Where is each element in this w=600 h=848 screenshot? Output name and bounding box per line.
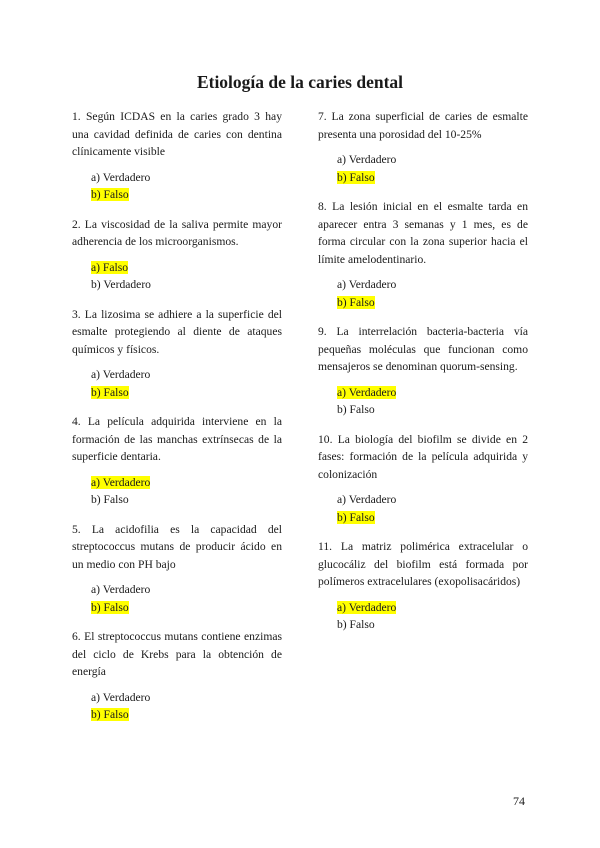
- answer-option-highlighted: b) Falso: [91, 708, 129, 721]
- answer-option-highlighted: a) Falso: [91, 260, 129, 274]
- question-block: [72, 628, 282, 724]
- answer-options: [318, 151, 528, 186]
- answer-option-text: a) Verdadero: [91, 690, 151, 704]
- answer-option: [337, 384, 528, 402]
- answer-options: [318, 384, 528, 419]
- question-text: 9. La interrelación bacteria-bacteria vía pequeñas moléculas que funcionan como mensajeros se denominan quorum-sensing.: [318, 325, 528, 373]
- answer-option-text: a) Verdadero: [91, 170, 151, 184]
- answer-option-text: b) Falso: [337, 618, 375, 631]
- answer-option: [91, 259, 282, 277]
- question-text: 4. La película adquirida interviene en la formación de las manchas extrínsecas de la superficie dentaria.: [72, 415, 282, 463]
- answer-options: [72, 474, 282, 509]
- answer-option: [337, 294, 528, 312]
- answer-option: [91, 366, 282, 384]
- answer-option: [337, 401, 528, 419]
- question-text: 3. La lizosima se adhiere a la superficie del esmalte protegiendo al diente de ataques químicos y físicos.: [72, 307, 282, 356]
- answer-options: [72, 366, 282, 401]
- answer-option: [337, 509, 528, 527]
- answer-option-text: b) Verdadero: [91, 278, 151, 291]
- answer-option-text: b) Falso: [91, 493, 129, 506]
- answer-option: [91, 689, 282, 707]
- answer-option: [91, 169, 282, 187]
- question-text: 1. Según ICDAS en la caries grado 3 hay una cavidad definida de caries con dentina clínicamente visible: [72, 110, 282, 158]
- answer-option: [91, 276, 282, 294]
- answer-option-highlighted: b) Falso: [91, 188, 129, 201]
- answer-options: [72, 169, 282, 204]
- answer-option: [91, 474, 282, 492]
- question-block: [72, 306, 282, 402]
- answer-options: [72, 689, 282, 724]
- answer-option: [337, 616, 528, 634]
- answer-option-text: a) Verdadero: [337, 493, 397, 506]
- question-text: 8. La lesión inicial en el esmalte tarda en aparecer entra 3 semanas y 1 mes, es de forma circular con la zona superior hacia el límite amelodentinario.: [318, 200, 528, 266]
- question-block: [318, 431, 528, 527]
- answer-option-highlighted: b) Falso: [91, 600, 129, 614]
- answer-option: [91, 581, 282, 599]
- answer-option-highlighted: b) Falso: [337, 170, 375, 184]
- question-block: [318, 108, 528, 186]
- question-block: [72, 413, 282, 509]
- answer-option-highlighted: b) Falso: [337, 295, 375, 309]
- answer-option-text: a) Verdadero: [337, 153, 397, 166]
- answer-options: [72, 581, 282, 616]
- answer-option: [91, 491, 282, 509]
- left-column: [72, 108, 282, 736]
- question-text: 7. La zona superficial de caries de esmalte presenta una porosidad del 10-25%: [318, 110, 528, 141]
- question-block: [72, 216, 282, 294]
- answer-option-highlighted: b) Falso: [337, 510, 375, 524]
- answer-option-text: b) Falso: [337, 403, 375, 416]
- answer-option-highlighted: a) Verdadero: [337, 385, 397, 399]
- question-block: [318, 198, 528, 311]
- answer-option: [337, 599, 528, 617]
- page-title: Etiología de la caries dental: [196, 72, 404, 92]
- answer-option: [91, 706, 282, 724]
- answer-option: [337, 151, 528, 169]
- answer-option: [91, 599, 282, 617]
- answer-options: [318, 491, 528, 526]
- page-number: 74: [513, 794, 525, 808]
- right-column: [318, 108, 528, 646]
- question-block: [318, 323, 528, 419]
- answer-options: [318, 599, 528, 634]
- question-text: 10. La biología del biofilm se divide en 2 fases: formación de la película adquirida y colonización: [318, 432, 528, 481]
- question-text: 6. El streptococcus mutans contiene enzimas del ciclo de Krebs para la obtención de energía: [72, 630, 282, 678]
- answer-option: [91, 186, 282, 204]
- answer-option-highlighted: a) Verdadero: [337, 600, 397, 614]
- answer-option: [91, 384, 282, 402]
- question-text: 11. La matriz polimérica extracelular o glucocáliz del biofilm está formada por polímeros extracelulares (exopolisacáridos): [318, 540, 528, 588]
- question-text: 2. La viscosidad de la saliva permite mayor adherencia de los microorganismos.: [72, 217, 282, 248]
- answer-option: [337, 276, 528, 294]
- answer-options: [318, 276, 528, 311]
- question-block: [318, 538, 528, 634]
- answer-option-highlighted: a) Verdadero: [91, 475, 151, 489]
- answer-option: [337, 491, 528, 509]
- answer-options: [72, 259, 282, 294]
- question-text: 5. La acidofilia es la capacidad del streptococcus mutans de producir ácido en un medio con PH bajo: [72, 522, 282, 571]
- question-block: [72, 521, 282, 617]
- answer-option-text: a) Verdadero: [91, 583, 151, 596]
- answer-option-text: a) Verdadero: [337, 278, 397, 291]
- answer-option: [337, 169, 528, 187]
- question-block: [72, 108, 282, 204]
- answer-option-highlighted: b) Falso: [91, 385, 129, 399]
- answer-option-text: a) Verdadero: [91, 368, 151, 381]
